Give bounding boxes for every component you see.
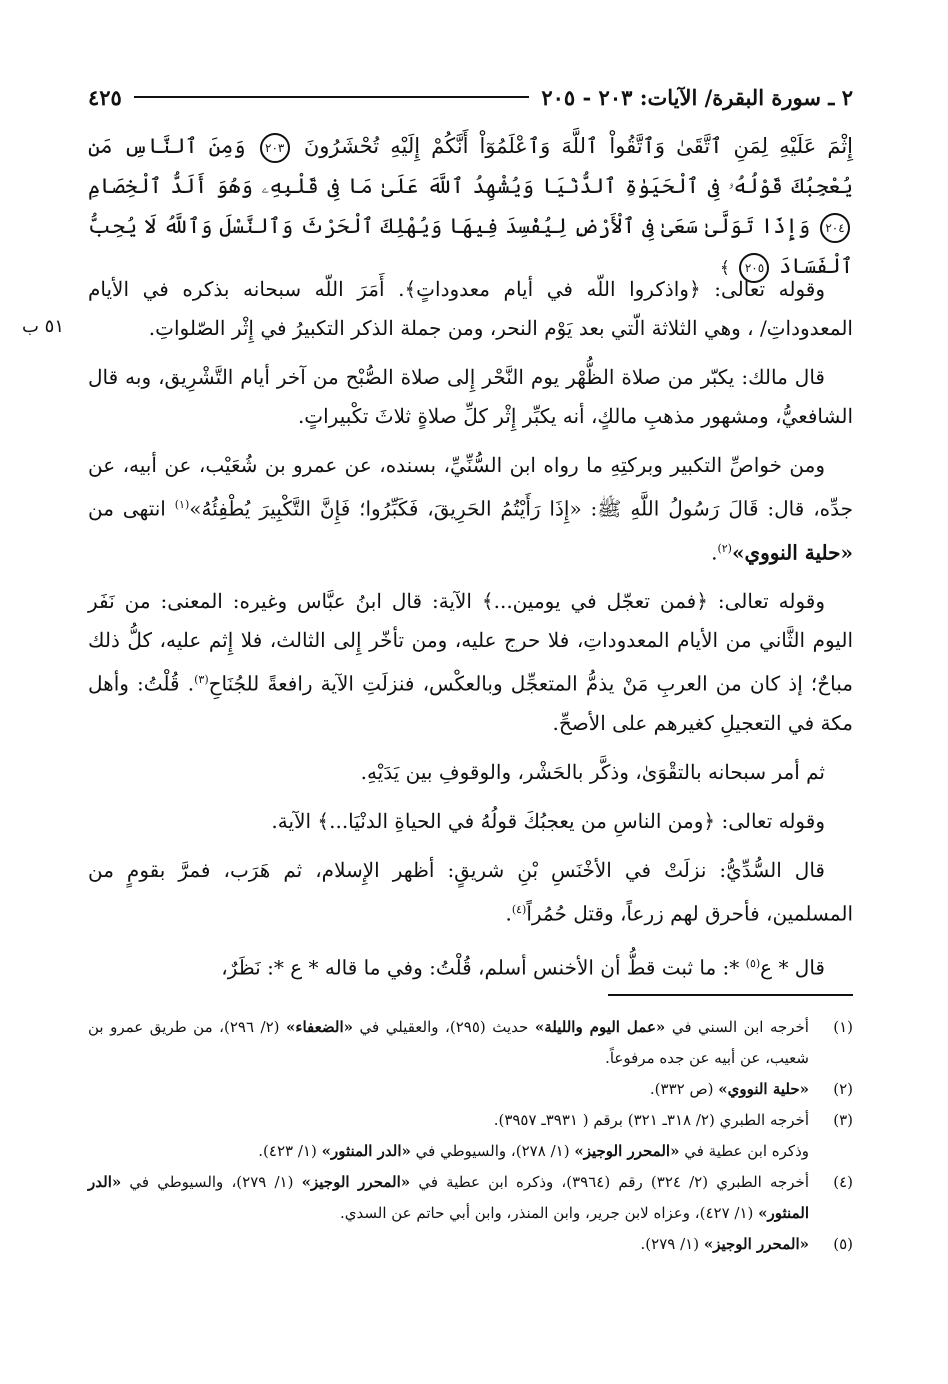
fn-part: (١/ ٢٧٩). <box>640 1235 704 1253</box>
fn-part: وذكره ابن عطية في <box>679 1142 809 1160</box>
paragraph: قال مالك: يكبّر من صلاة الظُّهْر يوم النَّحْر إِلى صلاة الصُّبْح من آخر أيام التَّشْرِيق، وبه قال الشافعيُّ، ومشهور مذهبِ مالكٍ، أنه يكبِّر إِثْر كلِّ صلاةٍ ثلاثَ تكْبيراتٍ. <box>88 365 853 428</box>
closing-bracket: ﴾ <box>719 258 730 278</box>
footnote <box>88 1136 853 1167</box>
footnote-ref: (٥) <box>745 956 761 970</box>
fn-part: حديث (٢٩٥)، والعقيلي في <box>353 1018 535 1036</box>
footnote-number: (٤) <box>833 1173 853 1191</box>
fn-source: «الدر المنثور» <box>88 1173 809 1222</box>
paragraph-text: . <box>505 901 512 926</box>
paragraph-text: انتهى من <box>88 496 175 521</box>
footnote-number: (١) <box>833 1018 853 1036</box>
footnote-number <box>809 1136 853 1167</box>
paragraph <box>88 582 853 743</box>
source-title: «حلية النووي» <box>731 540 853 565</box>
footnote-text <box>88 1012 809 1074</box>
ayah-number: ٢٠٥ <box>739 253 769 283</box>
page-header <box>88 80 853 114</box>
footnote-number: (٣) <box>833 1111 853 1129</box>
fn-part: (١/ ٢٧٨)، والسيوطي في <box>410 1142 575 1160</box>
fn-part: (١/ ٢٧٩)، والسيوطي في <box>121 1173 302 1191</box>
footnote <box>88 1012 853 1074</box>
footnote-number: (٥) <box>833 1235 853 1253</box>
footnote-text <box>88 1229 809 1260</box>
footnote-divider <box>608 994 853 996</box>
paragraph-text: وقوله تعالى: ﴿فمن تعجّل في يومين...﴾ الآية: قال ابنُ عبَّاس وغيره: المعنى: من نَفَر اليوم الثَّاني من الأيام المعدوداتِ، فلا حرج عليه، ومن تأخّر إِلى الثالث، فلا إِثم عليه، كلُّ ذلك مباحٌ؛ إذ كان من العربِ مَنْ يذمُّ المتعجِّل وبالعكْس، فنزلَتِ الآية رافعةً للجُنَاحِ <box>88 589 853 696</box>
running-title: ٢ ـ سورة البقرة/ الآيات: ٢٠٣ - ٢٠٥ <box>541 84 853 110</box>
paragraph-text: قال * ع <box>760 955 825 980</box>
fn-source: «الدر المنثور» <box>321 1142 411 1160</box>
footnote-text <box>88 1167 809 1229</box>
footnote-text <box>88 1136 809 1167</box>
paragraph: وقوله تعالى: ﴿ومن الناسِ من يعجبُكَ قولُهُ في الحياةِ الدنْيَا...﴾ الآية. <box>271 808 825 833</box>
paragraph-text: . <box>711 540 718 565</box>
fn-part: أخرجه الطبري (٢/ ٣١٨ـ ٣٢١) برقم ( ٣٩٣١ـ ٣٩٥٧). <box>493 1111 809 1129</box>
fn-part: (١/ ٤٢٣). <box>258 1142 322 1160</box>
footnote-ref: (٢) <box>717 541 732 555</box>
quran-verses <box>88 126 853 288</box>
fn-source: «حلية النووي» <box>718 1080 809 1098</box>
footnote <box>88 1229 853 1260</box>
footnote-number: (٢) <box>833 1080 853 1098</box>
paragraph-text: . قُلْتُ: وأهل مكة في التعجيلِ كغيرهم على الأصحِّ. <box>88 671 853 735</box>
paragraph-text: ومن خواصِّ التكبير وبركتِهِ ما رواه ابن السُّنِّيِّ، بسنده، عن عمرو بن شُعَيْب، عن أبيه، عن جدِّه، قال: قَالَ رَسُولُ اللَّهِ ﷺ: «إِذَا رَأَيْتُمُ الحَرِيقَ، فَكَبِّرُوا؛ فَإِنَّ التَّكْبِيرَ يُطْفِئُهُ» <box>88 453 853 521</box>
fn-part: (ص ٣٣٢). <box>649 1080 719 1098</box>
footnote <box>88 1167 853 1229</box>
fn-part: (١/ ٤٢٧)، وعزاه لابن جرير، وابن المنذر، وابن أبي حاتم عن السدي. <box>339 1204 759 1222</box>
paragraph <box>88 446 853 572</box>
fn-part: أخرجه الطبري (٢/ ٣٢٤) رقم (٣٩٦٤)، وذكره ابن عطية في <box>410 1173 810 1191</box>
verse-text: إِثْمَ عَلَيْهِ لِمَنِ ٱتَّقَىٰ وَٱتَّقُواْ ٱللَّهَ وَٱعْلَمُوٓاْ أَنَّكُمْ إِلَيْهِ تُحْشَرُونَ <box>303 134 853 158</box>
paragraph: ثم أمر سبحانه بالتقْوَىٰ، وذكَّر بالحَشْر، والوقوفِ بين يَدَيْهِ. <box>360 759 825 784</box>
paragraph: وقوله تعالى: ﴿واذكروا اللّه في أيام معدوداتٍ﴾. أَمَرَ اللّه سبحانه بذكره في الأيام المعدوداتِ/ ، وهي الثلاثة الّتي بعد يَوْم النحر، ومن جملة الذكر التكبيرُ في إِثْر الصّلواتِ. <box>88 277 853 340</box>
footnote-ref: (٤) <box>511 902 527 916</box>
fn-source: «المحرر الوجيز» <box>574 1142 680 1160</box>
paragraph-text: *: ما ثبت قطُّ أن الأخنس أسلم، قُلْتُ: وفي ما قاله * ع *: نَظَرٌ، <box>221 955 746 980</box>
footnote-ref: (٣) <box>194 673 209 687</box>
fn-source: «المحرر الوجيز» <box>301 1173 411 1191</box>
fn-source: «عمل اليوم والليلة» <box>534 1018 666 1036</box>
fn-part: (٢/ ٢٩٦)، من طريق عمرو بن شعيب، عن أبيه عن جده مرفوعاً. <box>88 1018 809 1067</box>
footnote-ref: (١) <box>174 498 190 511</box>
verse-text: وَإِذَا تَوَلَّىٰ سَعَىٰ فِى ٱلْأَرْضِ لِيُفْسِدَ فِيهَا وَيُهْلِكَ ٱلْحَرْثَ وَٱلنَّسْلَ وَٱللَّهُ لَا يُحِبُّ ٱلْفَسَادَ <box>88 214 853 278</box>
paragraph-text: قال السُّدِّيُّ: نزلَتْ في الأخْنَسِ بْنِ شريقٍ: أظهر الإِسلام، ثم هَرَب، فمرَّ بقومٍ من المسلمين، فأحرق لهم زرعاً، وقتل حُمُراً <box>88 857 853 926</box>
paragraph <box>88 851 853 934</box>
verse-text: وَمِنَ ٱلنَّاسِ مَن يُعْجِبُكَ قَوْلُهُۥ فِى ٱلْحَيَوٰةِ ٱلدُّنْيَا وَيُشْهِدُ ٱللَّهَ عَلَىٰ مَا فِى قَلْبِهِۦ وَهُوَ أَلَدُّ ٱلْخِصَامِ <box>88 134 853 198</box>
ayah-number: ٢٠٤ <box>820 213 850 243</box>
ayah-number: ٢٠٣ <box>260 133 290 163</box>
footnote <box>88 1105 853 1136</box>
footnote <box>88 1074 853 1105</box>
margin-note: ٥١ ب <box>22 316 65 337</box>
commentary-body <box>88 270 853 997</box>
fn-source: «المحرر الوجيز» <box>703 1235 809 1253</box>
footnote-text <box>88 1074 809 1105</box>
fn-source: «الضعفاء» <box>286 1018 353 1036</box>
footnote-text <box>88 1105 809 1136</box>
page-number: ٤٢٥ <box>88 84 122 110</box>
fn-part: أخرجه ابن السني في <box>665 1018 809 1036</box>
footnotes <box>88 1012 853 1260</box>
paragraph <box>88 944 853 988</box>
header-rule <box>134 96 530 98</box>
